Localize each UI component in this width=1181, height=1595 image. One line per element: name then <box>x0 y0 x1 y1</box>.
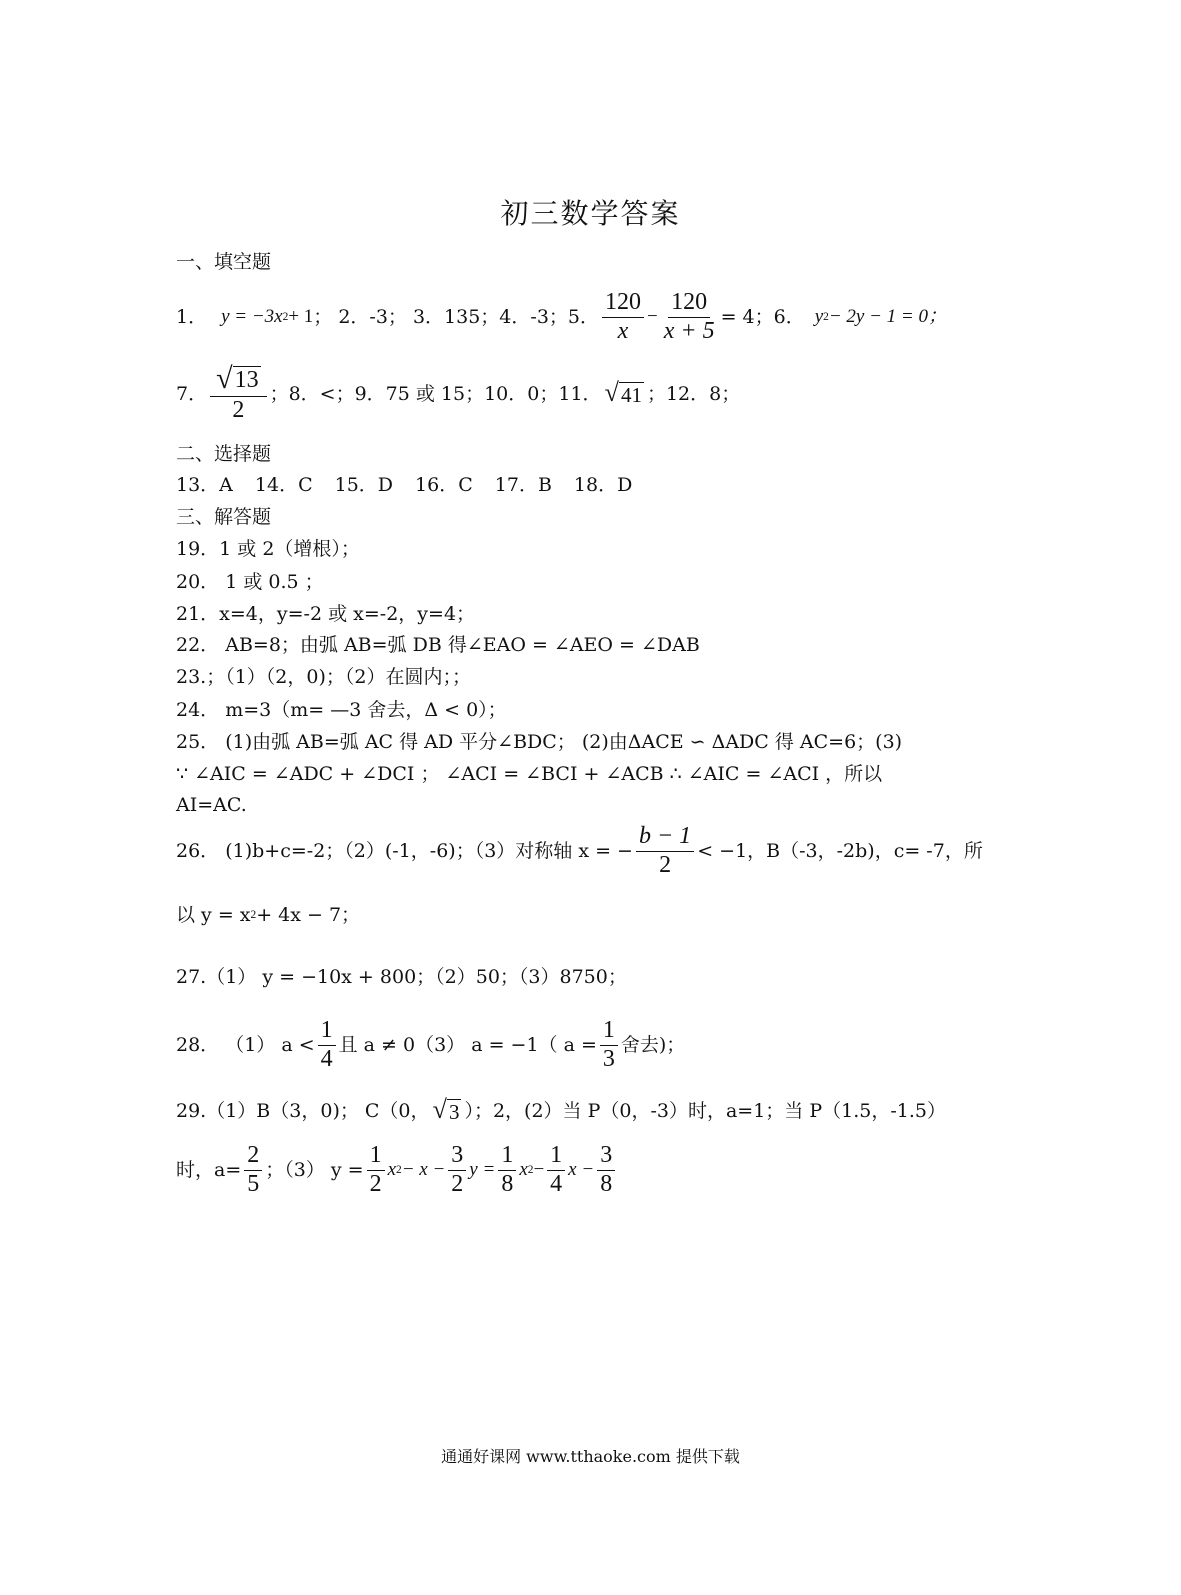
fraction: $\frac{3}{2}$ <box>448 1142 466 1198</box>
section-heading-solve: 三、解答题 <box>176 506 272 528</box>
footer-source: 通通好课网 www.tthaoke.com 提供下载 <box>441 1447 740 1466</box>
fraction: $\frac{3}{8}$ <box>597 1142 615 1198</box>
fraction: √ 13 2 <box>210 364 266 424</box>
answer-29-line-2: 时，a= $\frac{2}{5}$ ；（3） y = $\frac{1}{2}$ x 2 − x − $\frac{3}{2}$ y = $\frac{1}{8}$ x 2 − $\frac{1}{4}$ x − $\frac{3}{8}$ <box>176 1141 618 1199</box>
fraction: $\frac{1}{8}$ <box>498 1142 516 1198</box>
choice-answers: 13．A 14．C 15．D 16．C 17．B 18．D <box>176 474 633 496</box>
sqrt-symbol: √ 41 <box>604 378 642 408</box>
answer-29-line-1: 29.（1）B（3，0)； C（0， √ 3 ）；2，(2）当 P（0，-3）时，a=1；当 P（1.5，-1.5） <box>176 1095 946 1125</box>
section-heading-fill: 一、填空题 <box>176 251 272 273</box>
answer-24: 24． m=3（m= —3 舍去，Δ < 0）； <box>176 699 507 721</box>
sqrt-symbol: √ 13 <box>216 361 259 395</box>
page-title: 初三数学答案 <box>500 197 681 230</box>
answer-27: 27.（1） y = −10x + 800；（2）50；（3）8750； <box>176 966 627 988</box>
fraction: $\frac{1}{4}$ <box>318 1017 336 1073</box>
fill-answers-line-1: 1． y = −3x 2 + 1 ； 2．-3； 3．135；4．-3；5． $\frac{120}{x}$ − $\frac{120}{x + 5}$ = 4；6． y 2 − 2y − 1 = 0； <box>176 288 948 344</box>
answer-21: 21．x=4，y=-2 或 x=-2，y=4； <box>176 603 476 625</box>
fraction: $\frac{120}{x + 5}$ <box>663 288 715 344</box>
fraction: $\frac{120}{x}$ <box>602 289 644 345</box>
fraction: $\frac{1}{2}$ <box>367 1142 385 1198</box>
answer-25-line-3: AI=AC. <box>176 794 247 816</box>
answer-23: 23.；（1）（2，0)；（2）在圆内；； <box>176 666 471 688</box>
answer-22: 22． AB=8；由弧 AB=弧 DB 得∠EAO = ∠AEO = ∠DAB <box>176 634 700 656</box>
answer-26-line-1: 26． (1)b+c=-2；（2）(-1，-6)；（3）对称轴 x = − $\frac{b - 1}{2}$ < −1，B（-3，-2b)，c= -7，所 <box>176 822 983 878</box>
fill-answers-line-2: 7． √ 13 2 ；8．<；9．75 或 15；10．0；11． √ 41 ；12．8； <box>176 361 741 423</box>
answer-25-line-1: 25． (1)由弧 AB=弧 AC 得 AD 平分∠BDC； (2)由ΔACE ∽ ΔADC 得 AC=6；(3) <box>176 731 903 753</box>
answer-25-line-2: ∵ ∠AIC = ∠ADC + ∠DCI ； ∠ACI = ∠BCI + ∠ACB ∴ ∠AIC = ∠ACI ，所以 <box>176 763 883 785</box>
answer-28: 28． （1） a < $\frac{1}{4}$ 且 a ≠ 0（3） a = −1（ a = $\frac{1}{3}$ 舍去)； <box>176 1016 686 1072</box>
answer-20: 20． 1 或 0.5 ； <box>176 571 324 593</box>
fraction: $\frac{b - 1}{2}$ <box>636 823 694 879</box>
section-heading-choice: 二、选择题 <box>176 443 272 465</box>
sqrt-symbol: √ 3 <box>432 1095 460 1125</box>
fraction: $\frac{2}{5}$ <box>244 1142 262 1198</box>
fraction: $\frac{1}{3}$ <box>600 1017 618 1073</box>
fraction: $\frac{1}{4}$ <box>547 1142 565 1198</box>
answer-19: 19．1 或 2（增根）； <box>176 538 360 560</box>
answer-26-line-2: 以 y = x 2 + 4x − 7； <box>176 904 361 926</box>
